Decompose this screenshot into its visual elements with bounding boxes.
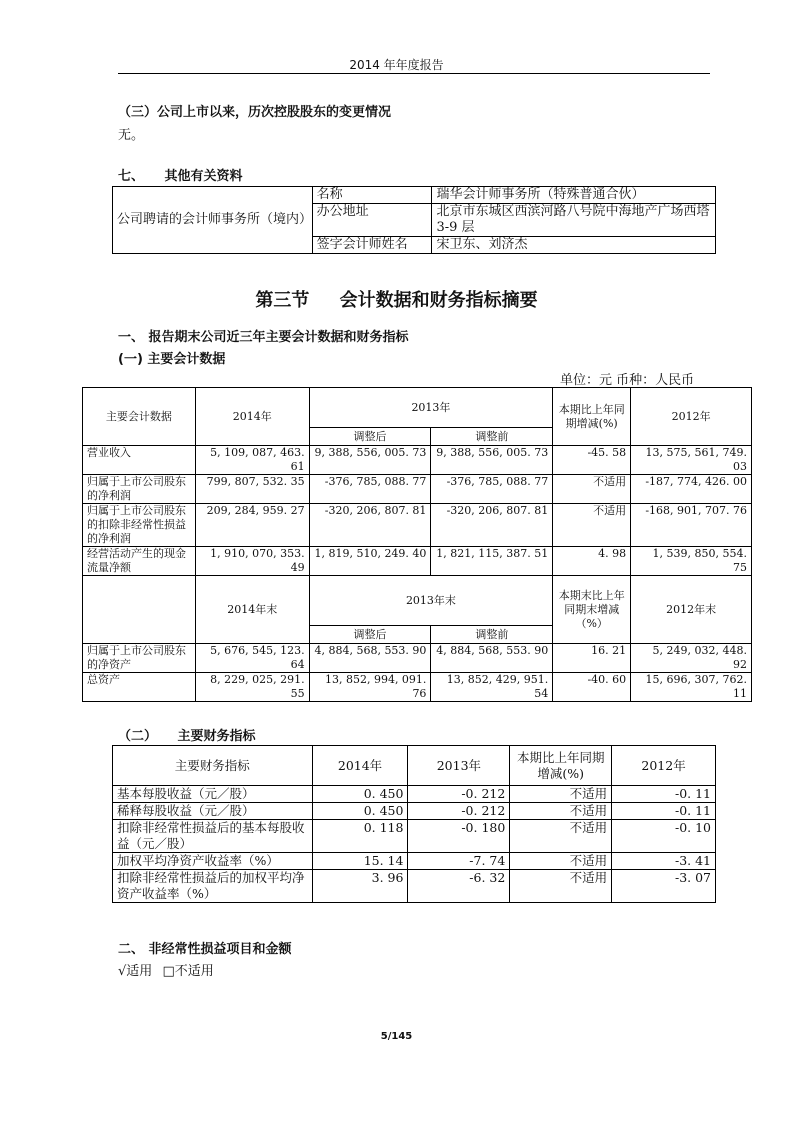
cell-2013-original: -320, 206, 807. 81 [431, 504, 553, 547]
cell-2013-adjusted: 13, 852, 994, 091. 76 [309, 673, 431, 702]
table-row [83, 475, 752, 504]
cell-2013: -7. 74 [408, 853, 510, 870]
table-row [113, 870, 716, 903]
table-header-row [83, 388, 752, 428]
col-header-adjusted-before: 调整前 [431, 428, 553, 446]
auditor-name-label: 名称 [312, 187, 432, 204]
cell-change: 4. 98 [553, 547, 631, 576]
cell-change: 不适用 [510, 820, 612, 853]
cell-change: 不适用 [553, 504, 631, 547]
cell-2013: -0. 180 [408, 820, 510, 853]
table-row [113, 187, 716, 204]
financial-indicators-heading [118, 725, 256, 744]
cell-2013-adjusted: -320, 206, 807. 81 [309, 504, 431, 547]
cell-2013-original: 1, 821, 115, 387. 51 [431, 547, 553, 576]
table-row [113, 820, 716, 853]
cell-2013-original: -376, 785, 088. 77 [431, 475, 553, 504]
cell-2013-adjusted: -376, 785, 088. 77 [309, 475, 431, 504]
cell-2013: -0. 212 [408, 786, 510, 803]
cell-2012: 15, 696, 307, 762. 11 [631, 673, 752, 702]
col-header-2013: 2013年 [408, 746, 510, 786]
section-other-info-num: 七、 [118, 169, 145, 184]
key-figures-heading: 一、 报告期末公司近三年主要会计数据和财务指标 [118, 330, 409, 345]
table-row [83, 547, 752, 576]
row-label: 营业收入 [83, 446, 196, 475]
cell-2014: 5, 676, 545, 123. 64 [195, 644, 309, 673]
cell-2014: 0. 450 [312, 803, 408, 820]
col-header-2012: 2012年 [631, 388, 752, 446]
col-header-change-end: 本期末比上年同期末增减（%） [553, 576, 631, 644]
cell-2012: -3. 41 [612, 853, 716, 870]
auditor-address-label: 办公地址 [312, 204, 432, 237]
table-row [83, 673, 752, 702]
auditor-address-value: 北京市东城区西滨河路八号院中海地产广场西塔 3-9 层 [432, 204, 716, 237]
key-accounting-data-heading: (一) 主要会计数据 [118, 352, 226, 367]
section-controlling-shareholder-heading: （三）公司上市以来，历次控股股东的变更情况 [118, 105, 392, 120]
row-label: 稀释每股收益（元／股） [113, 803, 313, 820]
auditor-table [112, 186, 716, 254]
cell-2012: -3. 07 [612, 870, 716, 903]
page-header-title: 2014 年年度报告 [349, 58, 444, 72]
section-three-title [0, 286, 793, 312]
cell-2013-original: 9, 388, 556, 005. 73 [431, 446, 553, 475]
row-label: 基本每股收益（元／股） [113, 786, 313, 803]
col-header-2013: 2013年 [309, 388, 553, 428]
cell-change: 不适用 [510, 803, 612, 820]
cell-2013-adjusted: 9, 388, 556, 005. 73 [309, 446, 431, 475]
cell-2014: 799, 807, 532. 35 [195, 475, 309, 504]
cell-change: 16. 21 [553, 644, 631, 673]
cell-2014: 5, 109, 087, 463. 61 [195, 446, 309, 475]
cell-2014: 0. 118 [312, 820, 408, 853]
col-header-2014: 2014年 [312, 746, 408, 786]
col-header-change: 本期比上年同期增减(%) [510, 746, 612, 786]
table-row [113, 803, 716, 820]
financial-indicators-text: 主要财务指标 [177, 729, 256, 744]
row-label: 经营活动产生的现金流量净额 [83, 547, 196, 576]
cell-2012: -0. 10 [612, 820, 716, 853]
cell-change: -45. 58 [553, 446, 631, 475]
cell-2014: 1, 910, 070, 353. 49 [195, 547, 309, 576]
cell-2013-original: 13, 852, 429, 951. 54 [431, 673, 553, 702]
cell-2013-adjusted: 1, 819, 510, 249. 40 [309, 547, 431, 576]
cell-2013-original: 4, 884, 568, 553. 90 [431, 644, 553, 673]
col-header-2013-end: 2013年末 [309, 576, 553, 626]
section-controlling-shareholder-body: 无。 [118, 128, 145, 143]
row-label: 扣除非经常性损益后的基本每股收益（元／股） [113, 820, 313, 853]
col-header-2012: 2012年 [612, 746, 716, 786]
cell-2012: -187, 774, 426. 00 [631, 475, 752, 504]
col-header-change: 本期比上年同期增减(%) [553, 388, 631, 446]
not-applicable-checkbox[interactable]: □不适用 [162, 964, 214, 979]
row-label: 归属于上市公司股东的扣除非经常性损益的净利润 [83, 504, 196, 547]
section-three-text: 会计数据和财务指标摘要 [339, 290, 538, 311]
cell-2013-adjusted: 4, 884, 568, 553. 90 [309, 644, 431, 673]
cell-2012: 1, 539, 850, 554. 75 [631, 547, 752, 576]
col-header-adjusted-after: 调整后 [309, 626, 431, 644]
cell-2012: -168, 901, 707. 76 [631, 504, 752, 547]
page-number: 5/145 [380, 1031, 413, 1042]
col-header-label: 主要会计数据 [83, 388, 196, 446]
auditor-name-value: 瑞华会计师事务所（特殊普通合伙） [432, 187, 716, 204]
col-header-empty [83, 576, 196, 644]
row-label: 加权平均净资产收益率（%） [113, 853, 313, 870]
col-header-2014-end: 2014年末 [195, 576, 309, 644]
cell-2013: -6. 32 [408, 870, 510, 903]
applicability-options [118, 960, 214, 979]
cell-2012: 13, 575, 561, 749. 03 [631, 446, 752, 475]
section-other-info-text: 其他有关资料 [164, 169, 243, 184]
cell-change: 不适用 [510, 853, 612, 870]
financial-indicators-num: （二） [118, 729, 158, 744]
auditor-signer-value: 宋卫东、刘济杰 [432, 237, 716, 254]
cell-change: 不适用 [553, 475, 631, 504]
cell-2014: 8, 229, 025, 291. 55 [195, 673, 309, 702]
row-label: 归属于上市公司股东的净资产 [83, 644, 196, 673]
unit-note: 单位：元 币种：人民币 [560, 373, 695, 388]
row-label: 总资产 [83, 673, 196, 702]
auditor-row-label: 公司聘请的会计师事务所（境内） [113, 187, 313, 254]
header-divider [118, 73, 710, 74]
auditor-signer-label: 签字会计师姓名 [312, 237, 432, 254]
col-header-label: 主要财务指标 [113, 746, 313, 786]
col-header-2012-end: 2012年末 [631, 576, 752, 644]
cell-2012: 5, 249, 032, 448. 92 [631, 644, 752, 673]
table-row [113, 853, 716, 870]
section-three-num: 第三节 [255, 290, 310, 311]
row-label: 归属于上市公司股东的净利润 [83, 475, 196, 504]
table-row [113, 786, 716, 803]
cell-change: 不适用 [510, 870, 612, 903]
applicable-checkbox[interactable]: √适用 [118, 964, 153, 979]
col-header-adjusted-after: 调整后 [309, 428, 431, 446]
cell-2014: 209, 284, 959. 27 [195, 504, 309, 547]
key-accounting-data-table [82, 387, 752, 702]
row-label: 扣除非经常性损益后的加权平均净资产收益率（%） [113, 870, 313, 903]
table-row [83, 644, 752, 673]
non-recurring-items-heading: 二、 非经常性损益项目和金额 [118, 942, 292, 957]
cell-2012: -0. 11 [612, 803, 716, 820]
cell-2014: 3. 96 [312, 870, 408, 903]
table-header-row [83, 576, 752, 626]
cell-2013: -0. 212 [408, 803, 510, 820]
financial-indicators-table [112, 745, 716, 903]
cell-2014: 0. 450 [312, 786, 408, 803]
col-header-2014: 2014年 [195, 388, 309, 446]
cell-2012: -0. 11 [612, 786, 716, 803]
table-header-row [113, 746, 716, 786]
cell-change: 不适用 [510, 786, 612, 803]
table-row [83, 504, 752, 547]
table-row [83, 446, 752, 475]
col-header-adjusted-before: 调整前 [431, 626, 553, 644]
section-other-info-heading [118, 165, 243, 184]
cell-2014: 15. 14 [312, 853, 408, 870]
cell-change: -40. 60 [553, 673, 631, 702]
